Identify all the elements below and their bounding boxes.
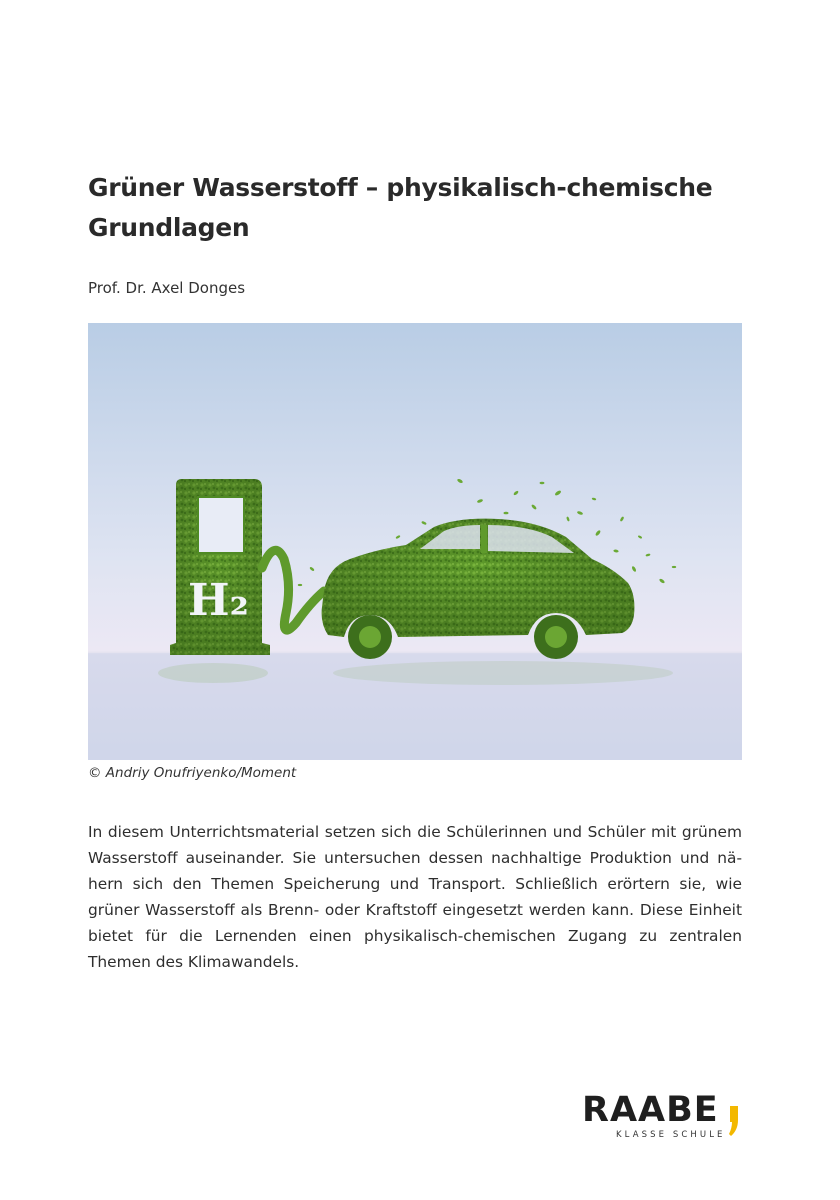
cover-image <box>88 323 742 760</box>
pump-display <box>198 497 244 553</box>
pump-reflection <box>158 663 268 683</box>
car-pillar <box>481 525 487 553</box>
logo-comma-icon <box>729 1106 738 1136</box>
logo-wordmark: RAABE <box>582 1090 719 1130</box>
raabe-logo <box>582 1090 750 1150</box>
h2-symbol: H₂ <box>188 575 249 626</box>
image-credit: © Andriy Onufriyenko/Moment <box>88 765 297 781</box>
hydrogen-car-illustration <box>88 323 742 760</box>
author-name: Prof. Dr. Axel Donges <box>88 279 246 297</box>
title-line-1: Grüner Wasserstoff – physikalisch-chemische <box>88 173 713 202</box>
title-line-2: Grundlagen <box>88 213 250 242</box>
fuel-pump <box>170 479 270 655</box>
logo-tagline: KLASSE SCHULE <box>616 1130 726 1140</box>
intro-paragraph: In diesem Unterrichtsmaterial setzen sich die Schülerinnen und Schüler mit grünem Wasserstoff auseinander. Sie untersuchen dessen nachhaltige Produktion und nähern sich den Themen Speicherung und Transport. Schließlich erörtern sie, wie grüner Wasserstoff als Brenn- oder Kraftstoff eingesetzt werden kann. Diese Einheit bietet für die Lernenden einen physikalisch-chemischen Zugang zu zentralen Themen des Klimawandels. <box>88 823 742 971</box>
document-title <box>88 168 728 248</box>
car-reflection <box>333 661 673 685</box>
